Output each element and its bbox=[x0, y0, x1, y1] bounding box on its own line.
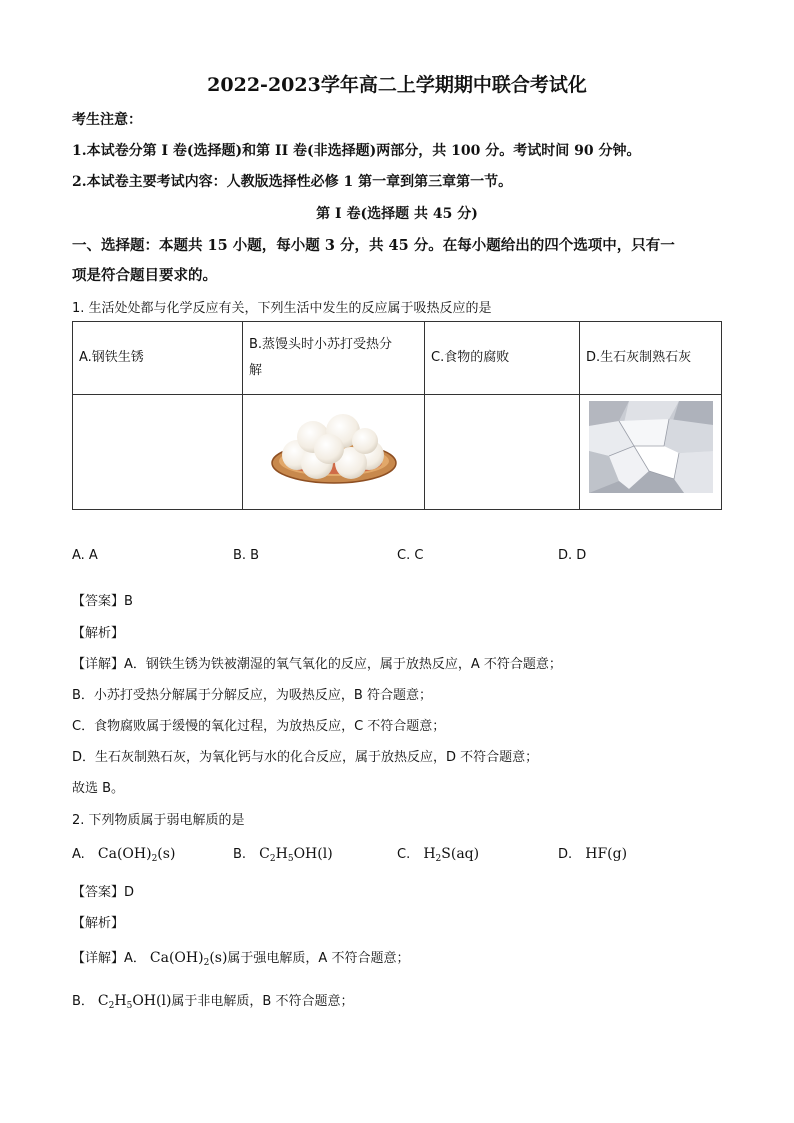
q2-option-c[interactable] bbox=[397, 843, 479, 864]
q2-option-a[interactable] bbox=[72, 843, 175, 864]
notice-item-2: 2.本试卷主要考试内容：人教版选择性必修 1 第一章到第三章第一节。 bbox=[72, 174, 513, 190]
option-b-header-line2: 解 bbox=[249, 363, 263, 378]
part1-instructions-line2: 项是符合题目要求的。 bbox=[72, 267, 217, 284]
steamed-buns-image bbox=[269, 407, 399, 487]
option-b-image-cell bbox=[243, 395, 425, 510]
q1-detail-b: B．小苏打受热分解属于分解反应，为吸热反应，B 符合题意； bbox=[72, 688, 432, 703]
section-title: 第 I 卷(选择题 共 45 分) bbox=[316, 206, 478, 222]
option-a-image-cell bbox=[73, 395, 243, 510]
q1-option-a[interactable]: A. A bbox=[72, 548, 98, 563]
q2-answer: 【答案】D bbox=[72, 885, 135, 900]
document-title: 2022-2023学年高二上学期期中联合考试化 bbox=[207, 74, 587, 96]
option-b-header-line1: B.蒸馒头时小苏打受热分 bbox=[249, 337, 393, 352]
q2-option-b-sub1: 2 bbox=[269, 854, 276, 864]
q2-detail-b bbox=[72, 990, 353, 1011]
q2-detail-b-suffix: 属于非电解质，B 不符合题意； bbox=[171, 994, 354, 1009]
q2-option-a-state: (s) bbox=[157, 846, 176, 862]
question-1-option-table bbox=[72, 321, 722, 510]
q2-detail-b-sub1: 2 bbox=[108, 1001, 115, 1011]
q1-analysis-label: 【解析】 bbox=[72, 626, 125, 641]
q2-option-a-formula: Ca(OH) bbox=[97, 846, 152, 862]
q2-detail-b-prefix: B． bbox=[72, 994, 94, 1009]
q2-option-d-letter: D. bbox=[558, 847, 573, 862]
quicklime-image bbox=[589, 401, 713, 493]
q2-option-b[interactable] bbox=[233, 843, 333, 864]
q1-option-c[interactable]: C. C bbox=[397, 548, 424, 563]
q2-detail-a-state: (s) bbox=[209, 950, 228, 966]
q2-option-b-h: H bbox=[275, 846, 288, 862]
q2-detail-b-sub2: 5 bbox=[126, 1001, 133, 1011]
q1-detail-c: C．食物腐败属于缓慢的氧化过程，为放热反应，C 不符合题意； bbox=[72, 719, 446, 734]
q2-option-c-h: H bbox=[423, 846, 436, 862]
option-a-header: A.钢铁生锈 bbox=[73, 322, 243, 395]
notice-item-1: 1.本试卷分第 I 卷(选择题)和第 II 卷(非选择题)两部分，共 100 分。考试时间 90 分钟。 bbox=[72, 143, 641, 159]
q2-option-a-subscript: 2 bbox=[151, 854, 158, 864]
option-c-image-cell bbox=[425, 395, 580, 510]
q2-option-c-letter: C. bbox=[397, 847, 411, 862]
q1-conclusion: 故选 B。 bbox=[72, 781, 125, 796]
q2-detail-b-c: C bbox=[97, 993, 109, 1009]
q1-detail-d: D．生石灰制熟石灰，为氧化钙与水的化合反应，属于放热反应，D 不符合题意； bbox=[72, 750, 539, 765]
q2-option-b-tail: OH(l) bbox=[293, 846, 333, 862]
q2-option-b-c: C bbox=[259, 846, 270, 862]
option-b-header bbox=[243, 322, 425, 395]
q1-answer: 【答案】B bbox=[72, 594, 133, 609]
option-d-header: D.生石灰制熟石灰 bbox=[580, 322, 722, 395]
q2-detail-b-tail: OH(l) bbox=[132, 993, 172, 1009]
q2-option-c-tail: S(aq) bbox=[441, 846, 480, 862]
q2-detail-a-sub: 2 bbox=[203, 958, 210, 968]
question-1-stem: 1. 生活处处都与化学反应有关，下列生活中发生的反应属于吸热反应的是 bbox=[72, 301, 492, 316]
q2-option-a-letter: A. bbox=[72, 847, 85, 862]
q2-detail-a-prefix: 【详解】A． bbox=[72, 951, 146, 966]
q2-detail-a-formula: Ca(OH) bbox=[149, 950, 204, 966]
q1-option-b[interactable]: B. B bbox=[233, 548, 260, 563]
option-d-image-cell bbox=[580, 395, 722, 510]
question-2-stem: 2. 下列物质属于弱电解质的是 bbox=[72, 813, 245, 828]
q2-analysis-label: 【解析】 bbox=[72, 916, 125, 931]
q1-option-d[interactable]: D. D bbox=[558, 548, 587, 563]
part1-instructions-line1: 一、选择题：本题共 15 小题，每小题 3 分，共 45 分。在每小题给出的四个选项中，只有一 bbox=[72, 237, 675, 254]
q1-detail-a: 【详解】A．钢铁生锈为铁被潮湿的氧气氧化的反应，属于放热反应，A 不符合题意； bbox=[72, 657, 562, 672]
q2-option-d[interactable] bbox=[558, 843, 627, 862]
q2-option-c-sub: 2 bbox=[435, 854, 442, 864]
q2-detail-b-h: H bbox=[114, 993, 127, 1009]
q2-option-b-letter: B. bbox=[233, 847, 247, 862]
q2-detail-a bbox=[72, 947, 409, 968]
option-c-header: C.食物的腐败 bbox=[425, 322, 580, 395]
q2-option-b-sub2: 5 bbox=[287, 854, 294, 864]
notice-heading: 考生注意： bbox=[72, 112, 142, 128]
q2-option-d-formula: HF(g) bbox=[585, 846, 628, 862]
q2-detail-a-suffix: 属于强电解质，A 不符合题意； bbox=[227, 951, 410, 966]
